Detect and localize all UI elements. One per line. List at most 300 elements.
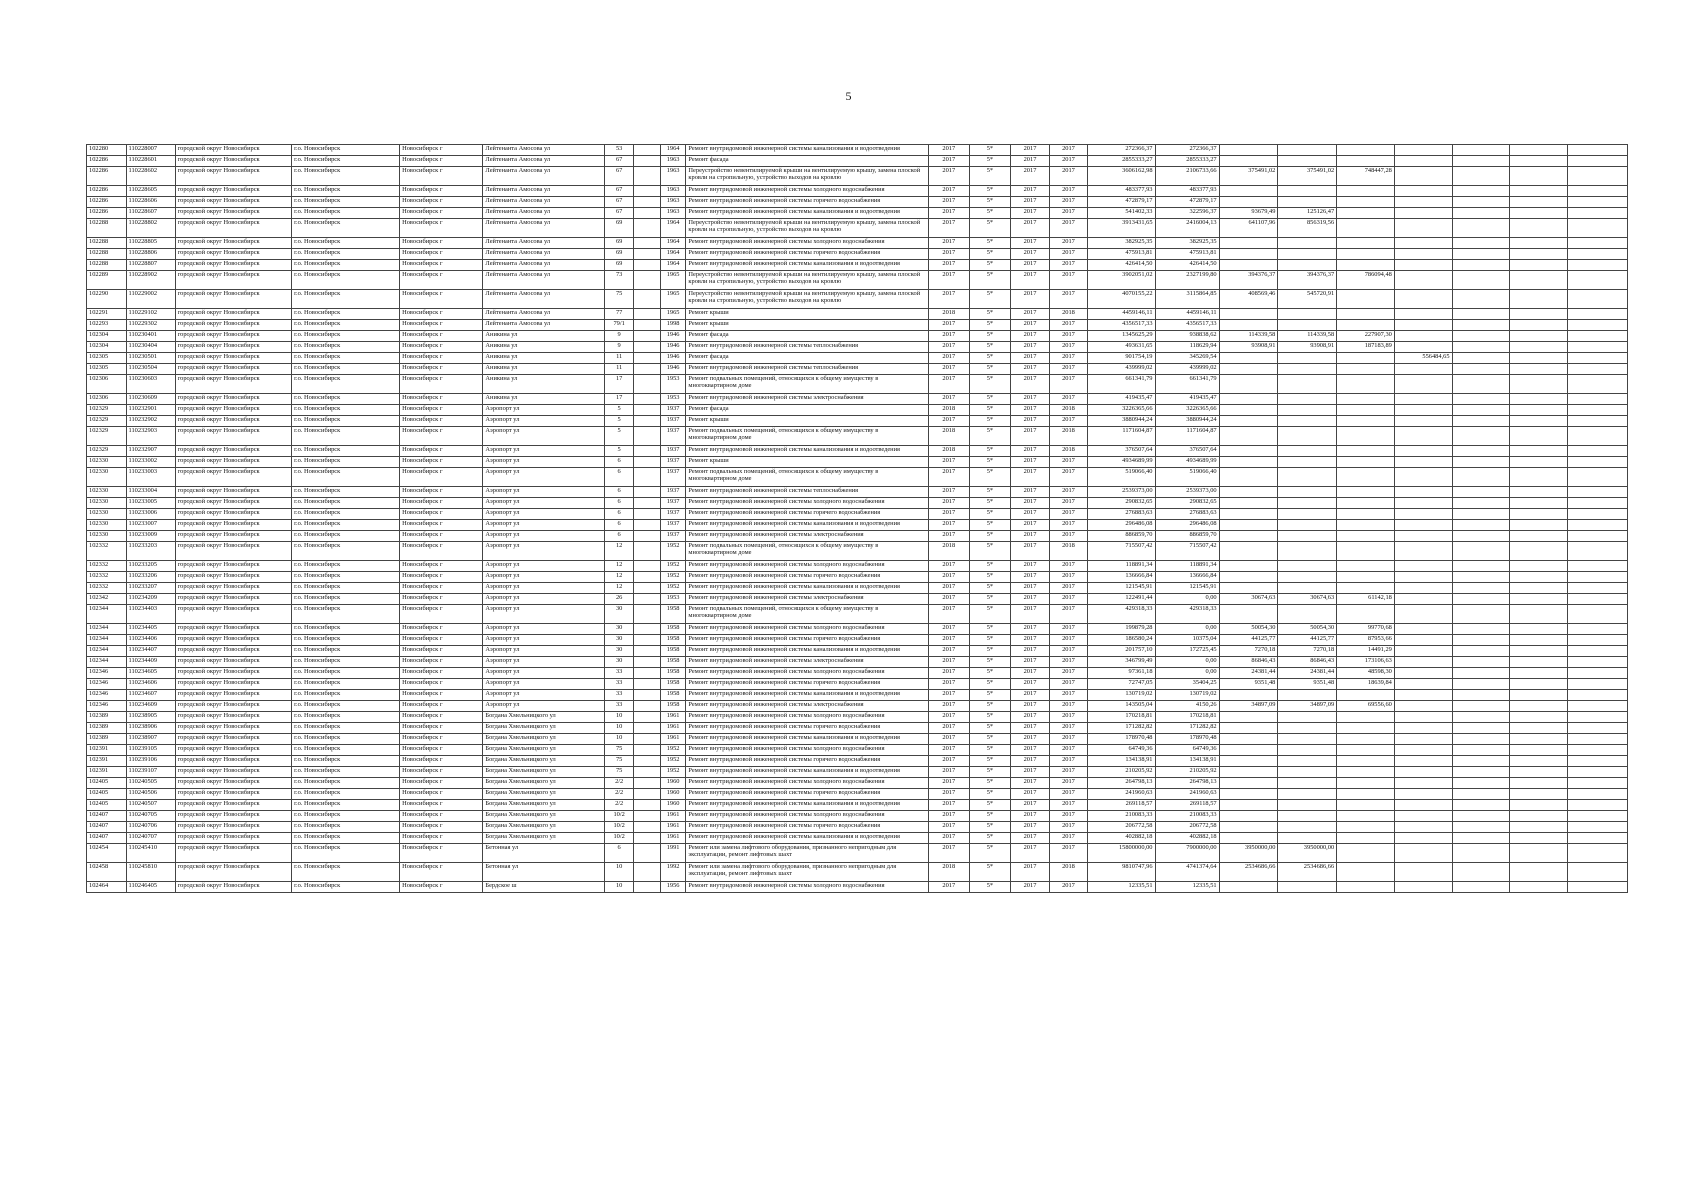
cell-period-start: 2017 — [1011, 624, 1049, 635]
cell-priority: 5* — [969, 542, 1011, 561]
cell-street: Лейтенанта Амосова ул — [483, 156, 605, 167]
cell-owner-share-2 — [1278, 197, 1337, 208]
cell-total-cost: 475913,81 — [1088, 249, 1155, 260]
cell-municipal-district: городской округ Новосибирск — [175, 542, 291, 561]
cell-period-start: 2017 — [1011, 657, 1049, 668]
cell-object-id: 102286 — [87, 197, 127, 208]
cell-work-type: Ремонт внутридомовой инженерной системы канализования и водоотведения — [686, 800, 929, 811]
cell-period-start: 2017 — [1011, 844, 1049, 863]
cell-record-id: 110233206 — [126, 572, 175, 583]
cell-owner-share-2 — [1278, 583, 1337, 594]
cell-extra-3 — [1510, 427, 1568, 446]
cell-plan-year: 2018 — [929, 863, 970, 882]
cell-house-number: 67 — [605, 197, 634, 208]
cell-extra-2 — [1452, 542, 1510, 561]
cell-total-cost: 178970,48 — [1088, 734, 1155, 745]
cell-house-number: 12 — [605, 542, 634, 561]
cell-locality: Новосибирск г — [400, 624, 483, 635]
cell-work-type: Ремонт внутридомовой инженерной системы канализования и водоотведения — [686, 833, 929, 844]
cell-extra-1 — [1394, 833, 1452, 844]
cell-period-end: 2017 — [1049, 756, 1087, 767]
cell-house-number: 10 — [605, 863, 634, 882]
cell-municipal-district: городской округ Новосибирск — [175, 646, 291, 657]
cell-object-id: 102286 — [87, 167, 127, 186]
cell-period-start: 2017 — [1011, 260, 1049, 271]
cell-owner-share-3 — [1337, 778, 1395, 789]
cell-total-cost: 241960,63 — [1088, 789, 1155, 800]
cell-period-start: 2017 — [1011, 331, 1049, 342]
cell-extra-1 — [1394, 531, 1452, 542]
cell-work-type: Ремонт внутридомовой инженерной системы холодного водоснабжения — [686, 811, 929, 822]
cell-plan-year: 2017 — [929, 468, 970, 487]
cell-house-number: 2/2 — [605, 789, 634, 800]
cell-municipal-district: городской округ Новосибирск — [175, 509, 291, 520]
cell-period-start: 2017 — [1011, 701, 1049, 712]
cell-year-built: 1946 — [660, 364, 686, 375]
cell-plan-year: 2017 — [929, 605, 970, 624]
cell-locality: Новосибирск г — [400, 271, 483, 290]
cell-building — [634, 167, 661, 186]
cell-house-number: 69 — [605, 219, 634, 238]
cell-period-start: 2017 — [1011, 427, 1049, 446]
cell-extra-1 — [1394, 145, 1452, 156]
cell-extra-4 — [1567, 364, 1627, 375]
cell-total-cost: 661341,79 — [1088, 375, 1155, 394]
cell-owner-share-3: 69556,60 — [1337, 701, 1395, 712]
cell-total-cost: 64749,36 — [1088, 745, 1155, 756]
cell-object-id: 102342 — [87, 594, 127, 605]
cell-street: Аэропорт ул — [483, 542, 605, 561]
cell-total-cost: 472879,17 — [1088, 197, 1155, 208]
cell-total-cost: 2855333,27 — [1088, 156, 1155, 167]
cell-record-id: 110228902 — [126, 271, 175, 290]
cell-extra-3 — [1510, 822, 1568, 833]
cell-municipal-district: городской округ Новосибирск — [175, 679, 291, 690]
cell-work-type: Ремонт внутридомовой инженерной системы горячего водоснабжения — [686, 197, 929, 208]
cell-house-number: 2/2 — [605, 778, 634, 789]
cell-street: Лейтенанта Амосова ул — [483, 320, 605, 331]
cell-owner-share-3 — [1337, 882, 1395, 893]
cell-municipal-district: городской округ Новосибирск — [175, 331, 291, 342]
cell-municipal-district: городской округ Новосибирск — [175, 844, 291, 863]
cell-extra-2 — [1452, 249, 1510, 260]
cell-locality: Новосибирск г — [400, 745, 483, 756]
cell-priority: 5* — [969, 767, 1011, 778]
cell-object-id: 102286 — [87, 208, 127, 219]
table-row — [87, 712, 1628, 723]
cell-extra-1 — [1394, 657, 1452, 668]
cell-street: Аэропорт ул — [483, 487, 605, 498]
cell-municipal-district: городской округ Новосибирск — [175, 531, 291, 542]
cell-fund-amount: 0,00 — [1155, 657, 1219, 668]
cell-fund-amount: 382925,35 — [1155, 238, 1219, 249]
cell-extra-4 — [1567, 186, 1627, 197]
cell-period-end: 2017 — [1049, 320, 1087, 331]
cell-street: Аэропорт ул — [483, 624, 605, 635]
cell-fund-amount: 2539373,00 — [1155, 487, 1219, 498]
table-row — [87, 186, 1628, 197]
cell-total-cost: 130719,02 — [1088, 690, 1155, 701]
cell-owner-share-2 — [1278, 789, 1337, 800]
cell-extra-3 — [1510, 657, 1568, 668]
cell-extra-3 — [1510, 583, 1568, 594]
cell-locality: Новосибирск г — [400, 542, 483, 561]
cell-extra-2 — [1452, 745, 1510, 756]
cell-fund-amount: 12335,51 — [1155, 882, 1219, 893]
cell-owner-share-3 — [1337, 405, 1395, 416]
cell-owner-share-3 — [1337, 723, 1395, 734]
table-row — [87, 487, 1628, 498]
cell-record-id: 110232901 — [126, 405, 175, 416]
table-row — [87, 745, 1628, 756]
cell-record-id: 110240507 — [126, 800, 175, 811]
cell-owner-share-1 — [1219, 531, 1278, 542]
cell-total-cost: 382925,35 — [1088, 238, 1155, 249]
cell-extra-1 — [1394, 844, 1452, 863]
cell-owner-share-3 — [1337, 605, 1395, 624]
cell-period-start: 2017 — [1011, 320, 1049, 331]
cell-plan-year: 2017 — [929, 331, 970, 342]
cell-settlement: г.о. Новосибирск — [292, 572, 400, 583]
cell-work-type: Ремонт внутридомовой инженерной системы горячего водоснабжения — [686, 679, 929, 690]
cell-locality: Новосибирск г — [400, 394, 483, 405]
cell-municipal-district: городской округ Новосибирск — [175, 767, 291, 778]
cell-locality: Новосибирск г — [400, 145, 483, 156]
cell-municipal-district: городской округ Новосибирск — [175, 745, 291, 756]
cell-owner-share-3 — [1337, 249, 1395, 260]
cell-total-cost: 886859,70 — [1088, 531, 1155, 542]
cell-extra-1 — [1394, 756, 1452, 767]
cell-owner-share-1: 2534686,66 — [1219, 863, 1278, 882]
cell-street: Аникина ул — [483, 331, 605, 342]
cell-object-id: 102458 — [87, 863, 127, 882]
cell-period-end: 2017 — [1049, 145, 1087, 156]
cell-work-type: Ремонт внутридомовой инженерной системы горячего водоснабжения — [686, 756, 929, 767]
cell-plan-year: 2017 — [929, 882, 970, 893]
cell-owner-share-3: 99770,68 — [1337, 624, 1395, 635]
cell-plan-year: 2017 — [929, 498, 970, 509]
cell-year-built: 1961 — [660, 833, 686, 844]
cell-owner-share-2 — [1278, 520, 1337, 531]
cell-object-id: 102306 — [87, 375, 127, 394]
cell-year-built: 1937 — [660, 498, 686, 509]
cell-owner-share-1 — [1219, 734, 1278, 745]
cell-owner-share-1 — [1219, 309, 1278, 320]
cell-street: Лейтенанта Амосова ул — [483, 167, 605, 186]
cell-extra-4 — [1567, 789, 1627, 800]
cell-extra-3 — [1510, 882, 1568, 893]
cell-owner-share-1 — [1219, 498, 1278, 509]
cell-municipal-district: городской округ Новосибирск — [175, 635, 291, 646]
cell-priority: 5* — [969, 701, 1011, 712]
cell-settlement: г.о. Новосибирск — [292, 290, 400, 309]
cell-locality: Новосибирск г — [400, 364, 483, 375]
cell-locality: Новосибирск г — [400, 468, 483, 487]
cell-plan-year: 2017 — [929, 487, 970, 498]
cell-owner-share-2 — [1278, 811, 1337, 822]
cell-fund-amount: 296486,08 — [1155, 520, 1219, 531]
cell-plan-year: 2017 — [929, 342, 970, 353]
cell-settlement: г.о. Новосибирск — [292, 457, 400, 468]
cell-extra-4 — [1567, 509, 1627, 520]
cell-work-type: Ремонт внутридомовой инженерной системы холодного водоснабжения — [686, 186, 929, 197]
table-row — [87, 531, 1628, 542]
cell-work-type: Ремонт внутридомовой инженерной системы электроснабжения — [686, 394, 929, 405]
cell-work-type: Ремонт внутридомовой инженерной системы канализования и водоотведения — [686, 734, 929, 745]
cell-building — [634, 712, 661, 723]
cell-municipal-district: городской округ Новосибирск — [175, 712, 291, 723]
cell-object-id: 102329 — [87, 446, 127, 457]
cell-period-end: 2017 — [1049, 624, 1087, 635]
cell-plan-year: 2018 — [929, 309, 970, 320]
cell-priority: 5* — [969, 446, 1011, 457]
cell-locality: Новосибирск г — [400, 167, 483, 186]
cell-record-id: 110228007 — [126, 145, 175, 156]
cell-settlement: г.о. Новосибирск — [292, 145, 400, 156]
cell-locality: Новосибирск г — [400, 844, 483, 863]
cell-extra-4 — [1567, 238, 1627, 249]
cell-owner-share-1 — [1219, 789, 1278, 800]
cell-year-built: 1946 — [660, 342, 686, 353]
cell-street: Богдана Хмельницкого ул — [483, 778, 605, 789]
cell-street: Лейтенанта Амосова ул — [483, 271, 605, 290]
cell-year-built: 1952 — [660, 745, 686, 756]
table-row — [87, 635, 1628, 646]
cell-extra-3 — [1510, 145, 1568, 156]
table-row — [87, 723, 1628, 734]
cell-work-type: Ремонт внутридомовой инженерной системы электроснабжения — [686, 657, 929, 668]
cell-house-number: 75 — [605, 745, 634, 756]
cell-object-id: 102454 — [87, 844, 127, 863]
cell-municipal-district: городской округ Новосибирск — [175, 594, 291, 605]
cell-object-id: 102329 — [87, 416, 127, 427]
cell-house-number: 30 — [605, 657, 634, 668]
cell-extra-3 — [1510, 646, 1568, 657]
cell-extra-2 — [1452, 309, 1510, 320]
cell-extra-3 — [1510, 271, 1568, 290]
cell-fund-amount: 170218,81 — [1155, 712, 1219, 723]
table-row — [87, 690, 1628, 701]
cell-work-type: Ремонт крыши — [686, 309, 929, 320]
cell-extra-4 — [1567, 734, 1627, 745]
cell-settlement: г.о. Новосибирск — [292, 635, 400, 646]
cell-total-cost: 901754,19 — [1088, 353, 1155, 364]
cell-record-id: 110239106 — [126, 756, 175, 767]
cell-building — [634, 468, 661, 487]
cell-record-id: 110238907 — [126, 734, 175, 745]
cell-fund-amount: 276883,63 — [1155, 509, 1219, 520]
cell-extra-3 — [1510, 320, 1568, 331]
cell-owner-share-3: 18639,84 — [1337, 679, 1395, 690]
cell-house-number: 5 — [605, 427, 634, 446]
cell-locality: Новосибирск г — [400, 260, 483, 271]
cell-fund-amount: 241960,63 — [1155, 789, 1219, 800]
cell-period-end: 2017 — [1049, 605, 1087, 624]
cell-extra-4 — [1567, 531, 1627, 542]
cell-extra-1 — [1394, 778, 1452, 789]
cell-street: Богдана Хмельницкого ул — [483, 756, 605, 767]
cell-extra-4 — [1567, 416, 1627, 427]
cell-fund-amount: 206772,58 — [1155, 822, 1219, 833]
cell-owner-share-3 — [1337, 394, 1395, 405]
cell-street: Аэропорт ул — [483, 405, 605, 416]
cell-priority: 5* — [969, 457, 1011, 468]
cell-record-id: 110228802 — [126, 219, 175, 238]
cell-house-number: 77 — [605, 309, 634, 320]
cell-extra-2 — [1452, 446, 1510, 457]
cell-owner-share-1: 50054,30 — [1219, 624, 1278, 635]
cell-object-id: 102330 — [87, 520, 127, 531]
cell-building — [634, 635, 661, 646]
cell-extra-3 — [1510, 186, 1568, 197]
cell-owner-share-3 — [1337, 767, 1395, 778]
cell-extra-1 — [1394, 624, 1452, 635]
cell-settlement: г.о. Новосибирск — [292, 427, 400, 446]
cell-building — [634, 789, 661, 800]
cell-extra-3 — [1510, 405, 1568, 416]
cell-priority: 5* — [969, 238, 1011, 249]
table-row — [87, 701, 1628, 712]
cell-locality: Новосибирск г — [400, 331, 483, 342]
cell-period-end: 2017 — [1049, 572, 1087, 583]
cell-record-id: 110229302 — [126, 320, 175, 331]
cell-fund-amount: 3226365,66 — [1155, 405, 1219, 416]
cell-period-start: 2017 — [1011, 219, 1049, 238]
cell-house-number: 6 — [605, 457, 634, 468]
cell-period-start: 2017 — [1011, 668, 1049, 679]
cell-settlement: г.о. Новосибирск — [292, 320, 400, 331]
cell-owner-share-1 — [1219, 767, 1278, 778]
cell-record-id: 110240505 — [126, 778, 175, 789]
cell-owner-share-1 — [1219, 249, 1278, 260]
cell-object-id: 102407 — [87, 822, 127, 833]
cell-period-start: 2017 — [1011, 745, 1049, 756]
cell-municipal-district: городской округ Новосибирск — [175, 394, 291, 405]
cell-period-start: 2017 — [1011, 167, 1049, 186]
cell-plan-year: 2017 — [929, 833, 970, 844]
cell-extra-1 — [1394, 342, 1452, 353]
cell-owner-share-3 — [1337, 309, 1395, 320]
cell-total-cost: 97361,18 — [1088, 668, 1155, 679]
table-row — [87, 468, 1628, 487]
table-row — [87, 309, 1628, 320]
table-row — [87, 394, 1628, 405]
cell-owner-share-1 — [1219, 487, 1278, 498]
cell-extra-2 — [1452, 583, 1510, 594]
cell-object-id: 102344 — [87, 646, 127, 657]
cell-extra-4 — [1567, 605, 1627, 624]
cell-extra-3 — [1510, 701, 1568, 712]
cell-extra-1 — [1394, 767, 1452, 778]
cell-work-type: Ремонт внутридомовой инженерной системы электроснабжения — [686, 594, 929, 605]
cell-period-end: 2017 — [1049, 745, 1087, 756]
cell-record-id: 110228806 — [126, 249, 175, 260]
cell-locality: Новосибирск г — [400, 882, 483, 893]
cell-owner-share-1: 9351,48 — [1219, 679, 1278, 690]
cell-total-cost: 136666,84 — [1088, 572, 1155, 583]
cell-priority: 5* — [969, 635, 1011, 646]
cell-owner-share-3 — [1337, 446, 1395, 457]
cell-extra-3 — [1510, 679, 1568, 690]
cell-building — [634, 778, 661, 789]
cell-period-start: 2017 — [1011, 712, 1049, 723]
cell-work-type: Ремонт внутридомовой инженерной системы холодного водоснабжения — [686, 561, 929, 572]
cell-extra-4 — [1567, 657, 1627, 668]
cell-owner-share-3 — [1337, 822, 1395, 833]
cell-plan-year: 2017 — [929, 260, 970, 271]
cell-extra-4 — [1567, 778, 1627, 789]
cell-extra-3 — [1510, 723, 1568, 734]
cell-fund-amount: 429318,33 — [1155, 605, 1219, 624]
cell-object-id: 102332 — [87, 542, 127, 561]
cell-work-type: Ремонт внутридомовой инженерной системы теплоснабжения — [686, 487, 929, 498]
cell-owner-share-1 — [1219, 446, 1278, 457]
cell-record-id: 110234403 — [126, 605, 175, 624]
cell-settlement: г.о. Новосибирск — [292, 822, 400, 833]
cell-object-id: 102405 — [87, 800, 127, 811]
cell-building — [634, 405, 661, 416]
cell-house-number: 73 — [605, 271, 634, 290]
cell-work-type: Ремонт внутридомовой инженерной системы горячего водоснабжения — [686, 249, 929, 260]
cell-record-id: 110234607 — [126, 690, 175, 701]
cell-extra-2 — [1452, 416, 1510, 427]
cell-period-end: 2017 — [1049, 561, 1087, 572]
cell-work-type: Ремонт внутридомовой инженерной системы электроснабжения — [686, 701, 929, 712]
cell-record-id: 110234606 — [126, 679, 175, 690]
cell-extra-3 — [1510, 605, 1568, 624]
cell-extra-3 — [1510, 260, 1568, 271]
cell-building — [634, 498, 661, 509]
cell-settlement: г.о. Новосибирск — [292, 863, 400, 882]
cell-owner-share-3 — [1337, 520, 1395, 531]
cell-street: Лейтенанта Амосова ул — [483, 249, 605, 260]
cell-house-number: 69 — [605, 238, 634, 249]
cell-record-id: 110233007 — [126, 520, 175, 531]
cell-work-type: Ремонт внутридомовой инженерной системы канализования и водоотведения — [686, 767, 929, 778]
cell-priority: 5* — [969, 498, 1011, 509]
cell-house-number: 10/2 — [605, 822, 634, 833]
cell-extra-2 — [1452, 320, 1510, 331]
cell-locality: Новосибирск г — [400, 531, 483, 542]
cell-house-number: 75 — [605, 767, 634, 778]
cell-building — [634, 734, 661, 745]
cell-extra-1 — [1394, 635, 1452, 646]
cell-period-start: 2017 — [1011, 271, 1049, 290]
cell-owner-share-2 — [1278, 833, 1337, 844]
cell-street: Аэропорт ул — [483, 531, 605, 542]
cell-total-cost: 4459146,11 — [1088, 309, 1155, 320]
cell-object-id: 102346 — [87, 690, 127, 701]
cell-owner-share-2 — [1278, 734, 1337, 745]
cell-extra-1 — [1394, 690, 1452, 701]
cell-municipal-district: городской округ Новосибирск — [175, 723, 291, 734]
cell-period-end: 2017 — [1049, 822, 1087, 833]
cell-object-id: 102332 — [87, 572, 127, 583]
cell-owner-share-3 — [1337, 690, 1395, 701]
cell-extra-4 — [1567, 468, 1627, 487]
cell-owner-share-2 — [1278, 509, 1337, 520]
table-row — [87, 844, 1628, 863]
cell-owner-share-1 — [1219, 572, 1278, 583]
cell-plan-year: 2017 — [929, 679, 970, 690]
cell-owner-share-3: 61142,18 — [1337, 594, 1395, 605]
cell-extra-2 — [1452, 572, 1510, 583]
cell-extra-1 — [1394, 260, 1452, 271]
cell-owner-share-1 — [1219, 416, 1278, 427]
cell-object-id: 102288 — [87, 238, 127, 249]
cell-year-built: 1958 — [660, 624, 686, 635]
cell-municipal-district: городской округ Новосибирск — [175, 290, 291, 309]
